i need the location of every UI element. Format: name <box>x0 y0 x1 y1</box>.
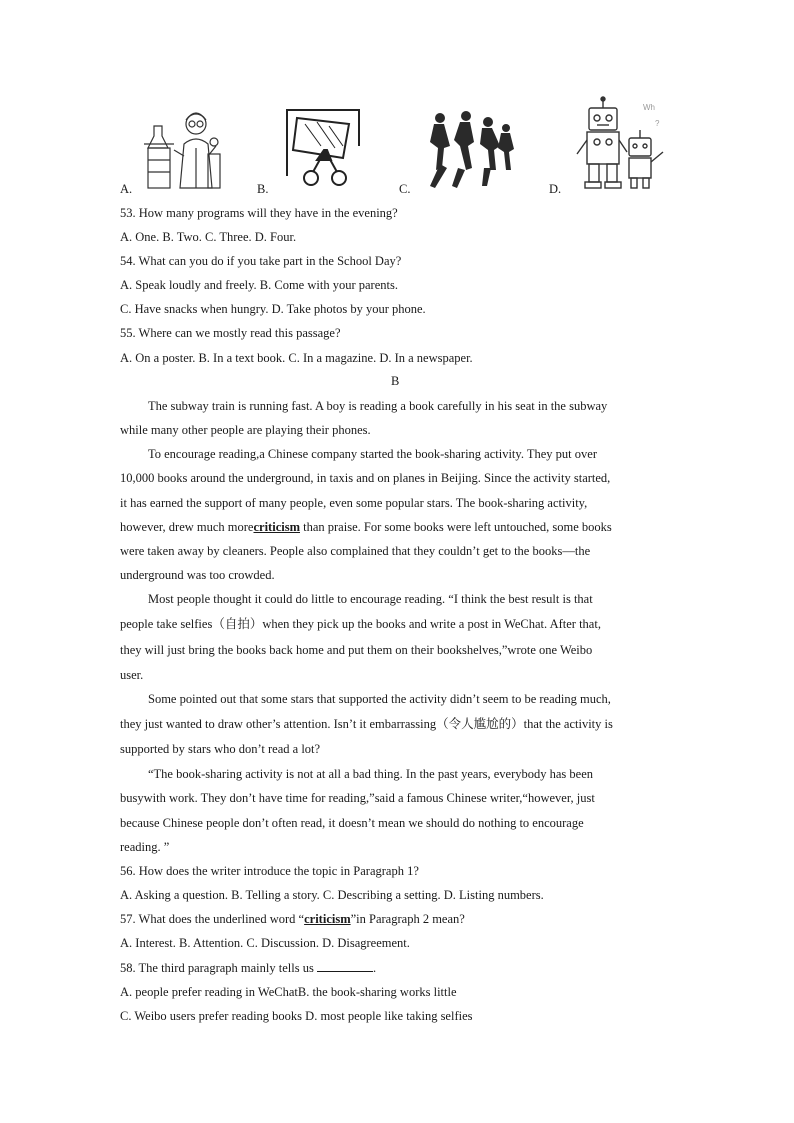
passage-line: user. <box>120 668 144 682</box>
q58-stem-text: 58. The third paragraph mainly tells us <box>120 961 317 975</box>
passage-text: than praise. For some books were left untouched, some books <box>300 520 612 534</box>
q57-stem <box>120 911 465 927</box>
q54-options-2: C. Have snacks when hungry. D. Take photos by your phone. <box>120 302 426 316</box>
section-label: B <box>391 374 400 388</box>
passage-line: The subway train is running fast. A boy is reading a book carefully in his seat in the subway <box>148 399 608 413</box>
passage-line: it has earned the support of many people, even some popular stars. The book-sharing activity, <box>120 496 588 510</box>
passage-line: Some pointed out that some stars that supported the activity didn’t seem to be reading much, <box>148 692 611 706</box>
passage-line: 10,000 books around the underground, in taxis and on planes in Beijing. Since the activity started, <box>120 471 611 485</box>
passage-line <box>120 519 612 535</box>
q57-options: A. Interest. B. Attention. C. Discussion. D. Disagreement. <box>120 936 410 950</box>
q53-stem: 53. How many programs will they have in the evening? <box>120 206 398 220</box>
q58-options-2: C. Weibo users prefer reading books D. most people like taking selfies <box>120 1009 473 1023</box>
robots-icon <box>573 96 673 190</box>
q54-stem: 54. What can you do if you take part in the School Day? <box>120 254 402 268</box>
q58-options-1: A. people prefer reading in WeChatB. the book-sharing works little <box>120 985 457 999</box>
option-label-d: D. <box>549 182 562 196</box>
q58-stem: 58. The third paragraph mainly tells us . <box>120 961 377 975</box>
passage-line: reading. ” <box>120 840 170 854</box>
passage-line: supported by stars who don’t read a lot? <box>120 742 321 756</box>
option-label-c: C. <box>399 182 411 196</box>
passage-line: while many other people are playing their phones. <box>120 423 371 437</box>
q57-stem-text: 57. What does the underlined word “ <box>120 912 305 926</box>
passage-line: To encourage reading,a Chinese company started the book-sharing activity. They put over <box>148 447 597 461</box>
q56-stem: 56. How does the writer introduce the topic in Paragraph 1? <box>120 864 419 878</box>
passage-line: because Chinese people don’t often read, it doesn’t mean we should do nothing to encourage <box>120 816 584 830</box>
passage-line: people take selfies（自拍）when they pick up the books and write a post in WeChat. After that, <box>120 617 601 631</box>
q55-options: A. On a poster. B. In a text book. C. In a magazine. D. In a newspaper. <box>120 351 473 365</box>
passage-text: however, drew much more <box>120 520 254 534</box>
scientist-lab-icon <box>140 104 222 190</box>
answer-blank[interactable] <box>317 960 373 972</box>
passage-line: they will just bring the books back home and put them on their bookshelves,”wrote one Weibo <box>120 643 593 657</box>
option-label-a: A. <box>120 182 133 196</box>
q54-options-1: A. Speak loudly and freely. B. Come with your parents. <box>120 278 398 292</box>
passage-line: Most people thought it could do little to encourage reading. “I think the best result is that <box>148 592 593 606</box>
q53-options: A. One. B. Two. C. Three. D. Four. <box>120 230 297 244</box>
passage-line: were taken away by cleaners. People also complained that they couldn’t get to the books—the <box>120 544 591 558</box>
passage-line: they just wanted to draw other’s attention. Isn’t it embarrassing（令人尴尬的）that the activity is <box>120 717 613 731</box>
option-label-b: B. <box>257 182 269 196</box>
paper-cutting-scissors-icon <box>283 106 365 190</box>
svg-text:Wh: Wh <box>643 103 655 112</box>
q57-stem-text: ”in Paragraph 2 mean? <box>350 912 465 926</box>
passage-line: underground was too crowded. <box>120 568 275 582</box>
passage-line: busywith work. They don’t have time for reading,”said a famous Chinese writer,“however, just <box>120 791 595 805</box>
underlined-word: criticism <box>304 912 351 926</box>
running-people-icon <box>426 108 518 190</box>
q55-stem: 55. Where can we mostly read this passage? <box>120 326 341 340</box>
svg-text:?: ? <box>655 119 660 128</box>
q56-options: A. Asking a question. B. Telling a story. C. Describing a setting. D. Listing numbers. <box>120 888 544 902</box>
underlined-word: criticism <box>253 520 300 534</box>
passage-line: “The book-sharing activity is not at all a bad thing. In the past years, everybody has been <box>148 767 594 781</box>
